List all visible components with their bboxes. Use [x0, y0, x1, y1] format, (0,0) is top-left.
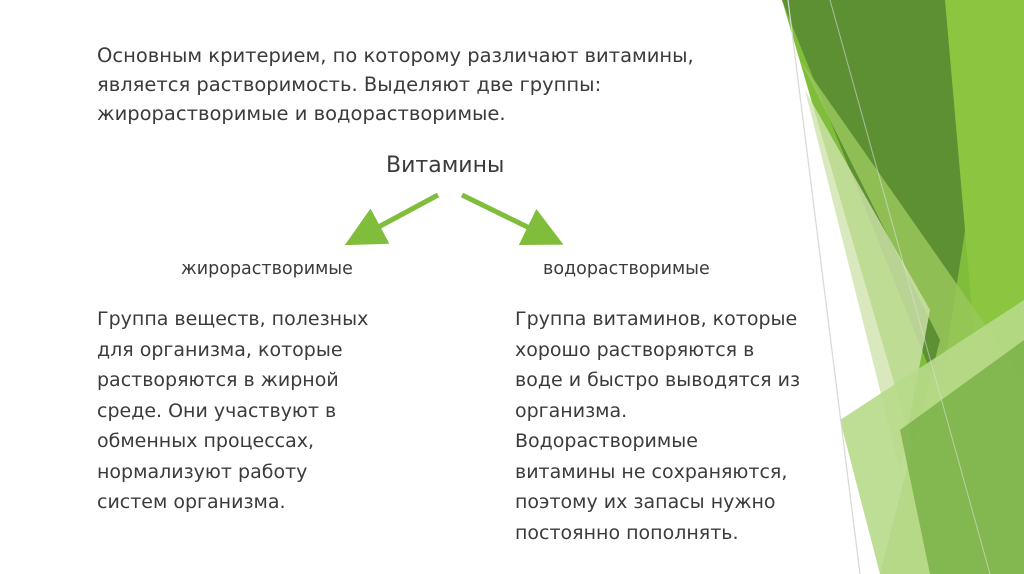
fat-soluble-description — [97, 304, 368, 518]
description-line: Группа витаминов, которые — [515, 308, 798, 330]
description-line: Группа веществ, полезных — [97, 308, 369, 330]
description-line: витамины не сохраняются, — [515, 460, 788, 483]
intro-line: является растворимость. Выделяют две группы: — [97, 73, 602, 96]
branch-title-fat-soluble: жирорастворимые — [181, 259, 353, 279]
description-line: постоянно пополнять. — [515, 521, 739, 544]
description-line: для организма, которые — [97, 338, 343, 361]
description-line: нормализуют работу — [97, 460, 308, 483]
left-arrow — [358, 195, 438, 238]
description-line: систем организма. — [97, 491, 286, 513]
tree-root-label: Витамины — [386, 153, 505, 178]
description-line: обменных процессах, — [97, 430, 315, 452]
description-line: поэтому их запасы нужно — [515, 491, 776, 513]
branch-title-water-soluble: водорастворимые — [543, 259, 710, 279]
description-line: воде и быстро выводятся из — [515, 369, 801, 391]
right-arrow — [462, 195, 550, 238]
description-line: растворяются в жирной — [97, 369, 339, 391]
description-line: среде. Они участвуют в — [97, 399, 337, 422]
description-line: Водорастворимые — [515, 430, 698, 452]
intro-line: жирорастворимые и водорастворимые. — [97, 102, 506, 125]
description-line: хорошо растворяются в — [515, 338, 755, 361]
intro-line: Основным критерием, по которому различают витамины, — [97, 44, 694, 67]
water-soluble-description — [515, 304, 800, 548]
description-line: организма. — [515, 399, 628, 422]
